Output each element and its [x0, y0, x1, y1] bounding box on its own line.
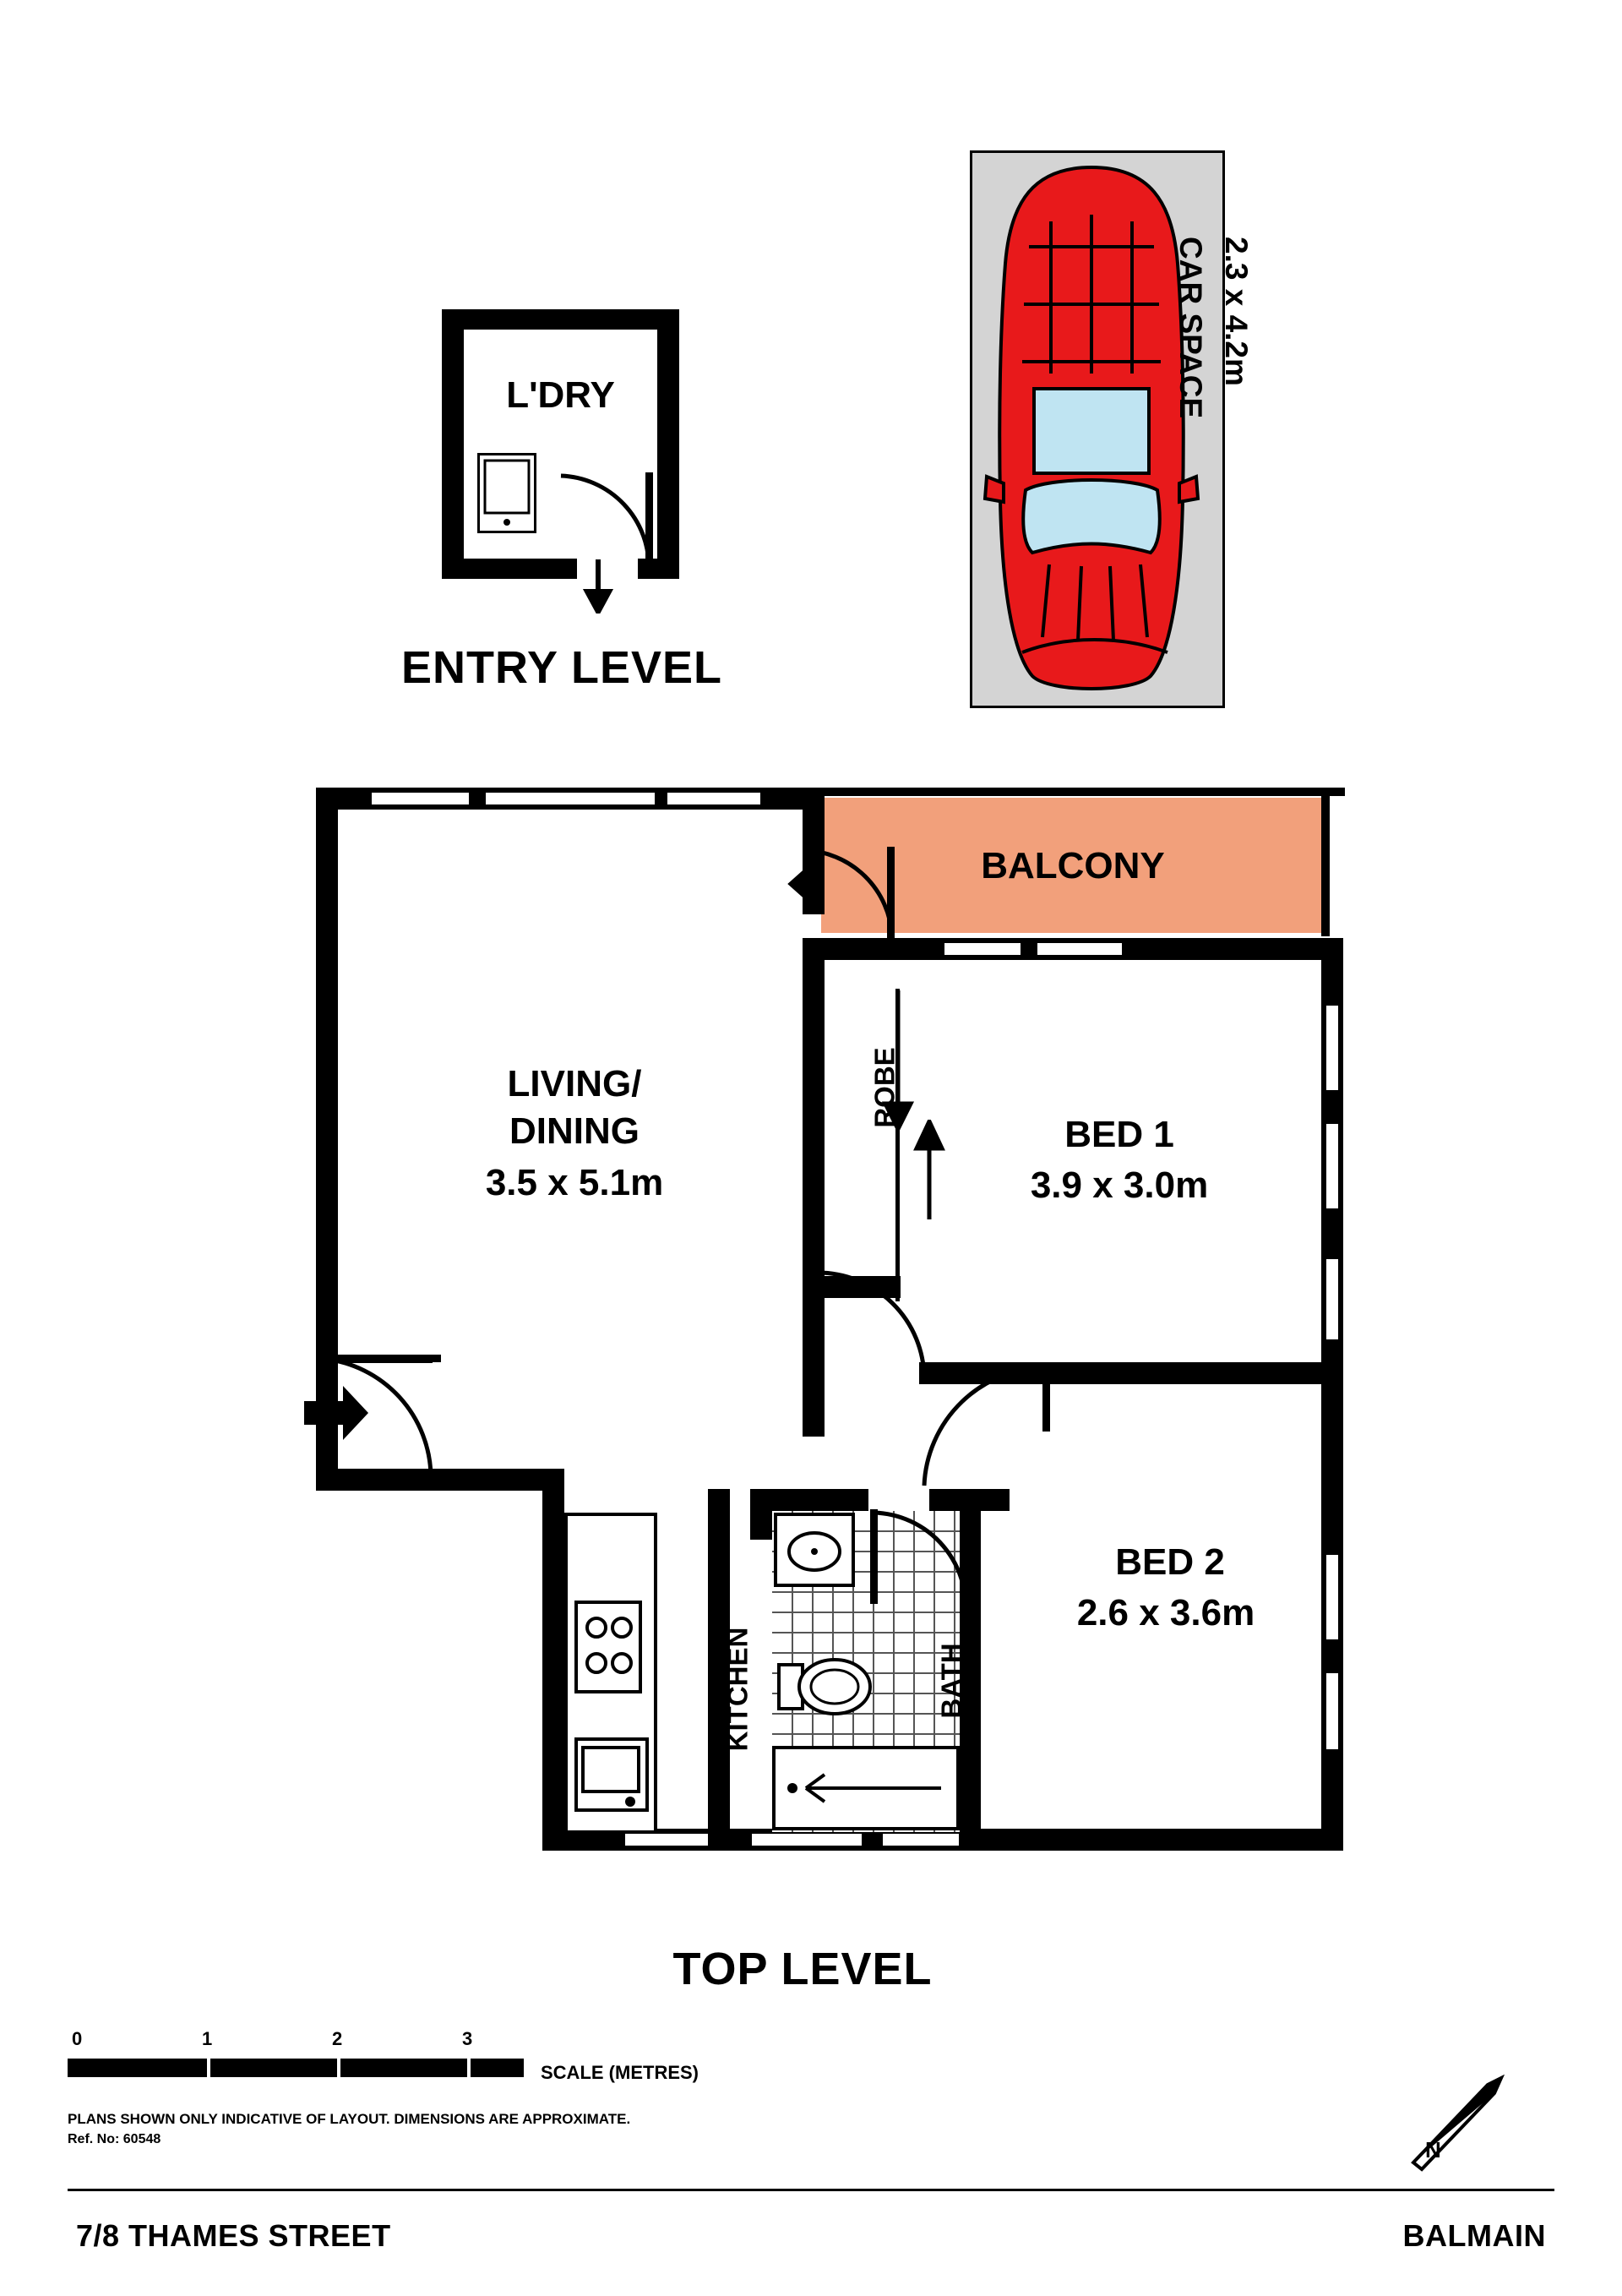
robe-label: ROBE [868, 1047, 901, 1128]
toilet-icon [777, 1646, 879, 1724]
address-label: 7/8 THAMES STREET [76, 2218, 391, 2253]
car-icon [982, 162, 1201, 696]
living-window-3 [667, 793, 760, 804]
balcony-wall-top [821, 788, 1345, 796]
bed1-window-top-2 [1037, 943, 1122, 955]
top-level-title: TOP LEVEL [672, 1944, 933, 1994]
kitchen-window-bottom [625, 1834, 714, 1846]
scale-bar [68, 2028, 699, 2104]
living-window-2 [486, 793, 655, 804]
car-space-dimensions: 2.3 x 4.2m [1219, 237, 1254, 386]
scale-tick-3: 3 [462, 2028, 473, 2049]
laundry-label: L'DRY [506, 374, 615, 416]
bath-wall-top2 [929, 1489, 960, 1511]
living-room-dimensions: 3.5 x 5.1m [485, 1162, 664, 1203]
scale-tick-2: 2 [332, 2028, 343, 2049]
living-room-label-line1: LIVING/ [507, 1063, 642, 1104]
bed1-label: BED 1 [1064, 1114, 1174, 1155]
bed1-window-right-2 [1326, 1124, 1338, 1208]
bed2-dimensions: 2.6 x 3.6m [1076, 1592, 1255, 1633]
disclaimer-line-2: Ref. No: 60548 [68, 2132, 161, 2146]
disclaimer-line-1: PLANS SHOWN ONLY INDICATIVE OF LAYOUT. DIMENSIONS ARE APPROXIMATE. [68, 2111, 631, 2127]
balcony-label: BALCONY [981, 845, 1165, 886]
compass-icon [1407, 2075, 1516, 2172]
kitchen-bench-icon [564, 1513, 657, 1834]
bed2-window-bottom-1 [883, 1834, 963, 1846]
bath-window-bottom [752, 1834, 862, 1846]
laundry-wall-left [442, 309, 464, 579]
scale-divider-1 [207, 2059, 210, 2077]
kitchen-wall-left [542, 1469, 564, 1851]
bed2-label: BED 2 [1115, 1541, 1225, 1583]
scale-divider-2 [337, 2059, 340, 2077]
bed2-window-right-2 [1326, 1673, 1338, 1749]
balcony-door-swing-icon [786, 845, 895, 940]
scale-caption: SCALE (METRES) [541, 2062, 699, 2083]
laundry-tub-icon [477, 453, 536, 533]
bed1-window-right-3 [1326, 1259, 1338, 1339]
bed1-window-top-1 [944, 943, 1021, 955]
suburb-label: BALMAIN [1402, 2218, 1546, 2253]
bath-label: BATH [935, 1643, 967, 1719]
hall-wall-left [803, 938, 825, 1301]
hall-wall-stub [803, 1394, 825, 1437]
laundry-wall-top [442, 309, 679, 330]
bed1-dimensions: 3.9 x 3.0m [1030, 1164, 1209, 1206]
svg-text:N: N [1425, 2137, 1441, 2162]
car-space-label: CAR SPACE [1173, 237, 1208, 419]
laundry-wall-bottom-left [442, 559, 577, 579]
footer-divider [68, 2189, 1554, 2191]
scale-divider-3 [467, 2059, 471, 2077]
entry-level-title: ENTRY LEVEL [400, 642, 723, 693]
bathroom-basin-icon [774, 1513, 855, 1587]
scale-tick-1: 1 [202, 2028, 213, 2049]
laundry-entry-arrow-icon [583, 558, 613, 614]
living-window-1 [372, 793, 469, 804]
scale-tick-0: 0 [72, 2028, 83, 2049]
main-entry-door-icon [304, 1349, 452, 1480]
scale-bar-fill [68, 2059, 524, 2077]
bed2-door-swing-icon [919, 1362, 1054, 1489]
bathtub-icon [772, 1746, 960, 1830]
living-room-label-line2: DINING [509, 1110, 640, 1152]
bed2-wall-topstub [959, 1489, 1010, 1511]
kitchen-label: KITCHEN [721, 1627, 754, 1752]
balcony-wall-right [1321, 788, 1330, 936]
bath-wall-top [750, 1489, 868, 1511]
laundry-wall-right [657, 309, 679, 579]
bed1-window-right-1 [1326, 1006, 1338, 1090]
bathroom-door-swing-icon [870, 1509, 970, 1628]
